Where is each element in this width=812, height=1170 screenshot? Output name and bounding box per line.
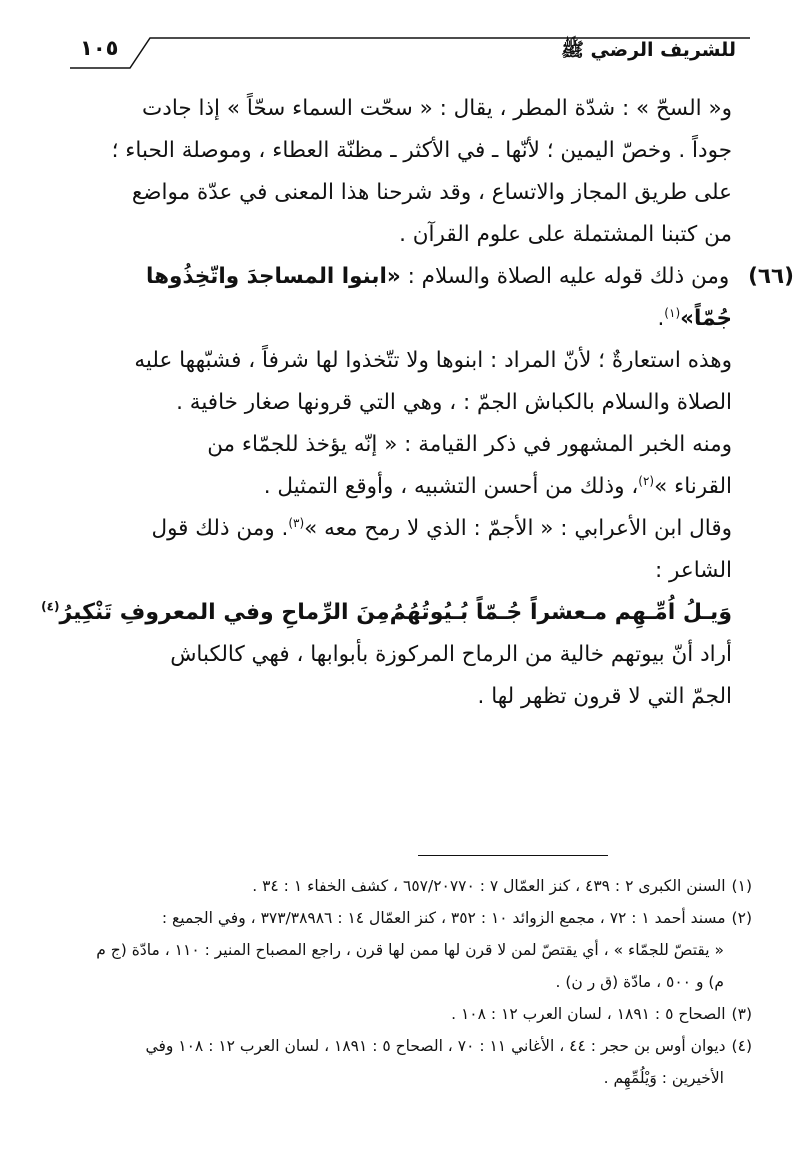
hadith-text-end: جُمّاً» [680,306,732,331]
footnote-ref: (٤) [41,599,60,614]
text-line: الصلاة والسلام بالكباش الجمّ : ، وهي التي قرونها صغار خافية . [176,390,732,415]
text-segment: القرناء » [654,474,732,499]
footnote-number: (٢) [731,909,752,927]
footnote-text: السنن الكبرى ٢ : ٤٣٩ ، كنز العمّال ٧ : ٦٥٧/٢٠٧٧٠ ، كشف الخفاء ١ : ٣٤ . [252,877,726,895]
footnote-number: (٤) [731,1037,752,1055]
footnote-text: ديوان أوس بن حجر : ٤٤ ، الأغاني ١١ : ٧٠ ، الصحاح ٥ : ١٨٩١ ، لسان العرب ١٢ : ١٠٨ وفي [145,1037,726,1055]
footnote-text: الصحاح ٥ : ١٨٩١ ، لسان العرب ١٢ : ١٠٨ . [451,1005,726,1023]
verse-first-hemistich: وَيـلُ اُمِّـهِم مـعشراً جُـمّاً بُـيُوتُهُمُ [389,600,732,625]
poetry-verse [41,592,732,634]
text-line [68,466,732,508]
footnote-separator [418,855,608,856]
footnote-4 [68,1030,752,1062]
footnote-ref: (١) [664,305,681,320]
text-line: من كتبنا المشتملة على علوم القرآن . [399,222,732,247]
section-number: (٦٦) [748,264,794,289]
running-header-title: للشريف الرضي ﷺ [560,39,736,61]
text-line: ومنه الخبر المشهور في ذكر القيامة : « إنّه يؤخذ للجمّاء من [207,432,732,457]
text-segment: . ومن ذلك قول [151,516,289,541]
text-line: الشاعر : [654,558,732,583]
text-line: و« السحّ » : شدّة المطر ، يقال : « سحّت السماء سحّاً » إذا جادت [142,96,732,121]
page-number: ١٠٥ [80,36,119,60]
text-line: جوداً . وخصّ اليمين ؛ لأنّها ـ في الأكثر ـ مظنّة العطاء ، وموصلة الحباء ؛ [111,138,732,163]
text-segment: ، وذلك من أحسن التشبيه ، وأوقع التمثيل . [263,474,639,499]
text-line: وهذه استعارةٌ ؛ لأنّ المراد : ابنوها ولا تتّخذوا لها شرفاً ، فشبّهها عليه [134,348,732,373]
footnote-2-cont: « يقتصّ للجمّاء » ، أي يقتصّ لمن لا قرن لها ممن لها قرن ، راجع المصباح المنير : ١١٠ ، مادّة (ج م [96,941,724,959]
footnote-ref: (٣) [288,515,305,530]
verse-second-hemistich: مِنَ الرِّماحِ وفي المعروفِ تَنْكِيرُ [59,600,390,625]
text-line: أراد أنّ بيوتهم خالية من الرماح المركوزة بأبوابها ، فهي كالكباش [170,642,732,667]
footnote-3 [68,998,752,1030]
footnote-2 [68,902,752,934]
text-line: الجمّ التي لا قرون تظهر لها . [477,684,732,709]
footnote-number: (١) [731,877,752,895]
text-line: على طريق المجاز والاتساع ، وقد شرحنا هذا المعنى في عدّة مواضع [131,180,732,205]
footnote-number: (٣) [731,1005,752,1023]
footnote-1 [68,870,752,902]
footnote-2-cont: م) و ٥٠٠ ، مادّة (ق ر ن) . [555,973,724,991]
hadith-text: «ابنوا المساجدَ واتّخِذُوها [146,264,401,289]
text-segment: وقال ابن الأعرابي : « الأجمّ : الذي لا رمح معه » [304,516,732,541]
footnote-ref: (٢) [638,473,655,488]
footnote-text: مسند أحمد ١ : ٧٢ ، مجمع الزوائد ١٠ : ٣٥٢ ، كنز العمّال ١٤ : ٣٧٣/٣٨٩٨٦ ، وفي الجميع : [161,909,726,927]
section-66-line [68,256,794,298]
main-text [41,88,794,718]
text-line [68,508,732,550]
footnotes [68,870,752,1094]
footnote-4-cont: الأخيرين : وَيْلُمِّهِم . [603,1069,724,1087]
text-line: جُمّاً»$^{(١)}$. [657,305,732,331]
section-intro: ومن ذلك قوله عليه الصلاة والسلام : [407,264,730,289]
